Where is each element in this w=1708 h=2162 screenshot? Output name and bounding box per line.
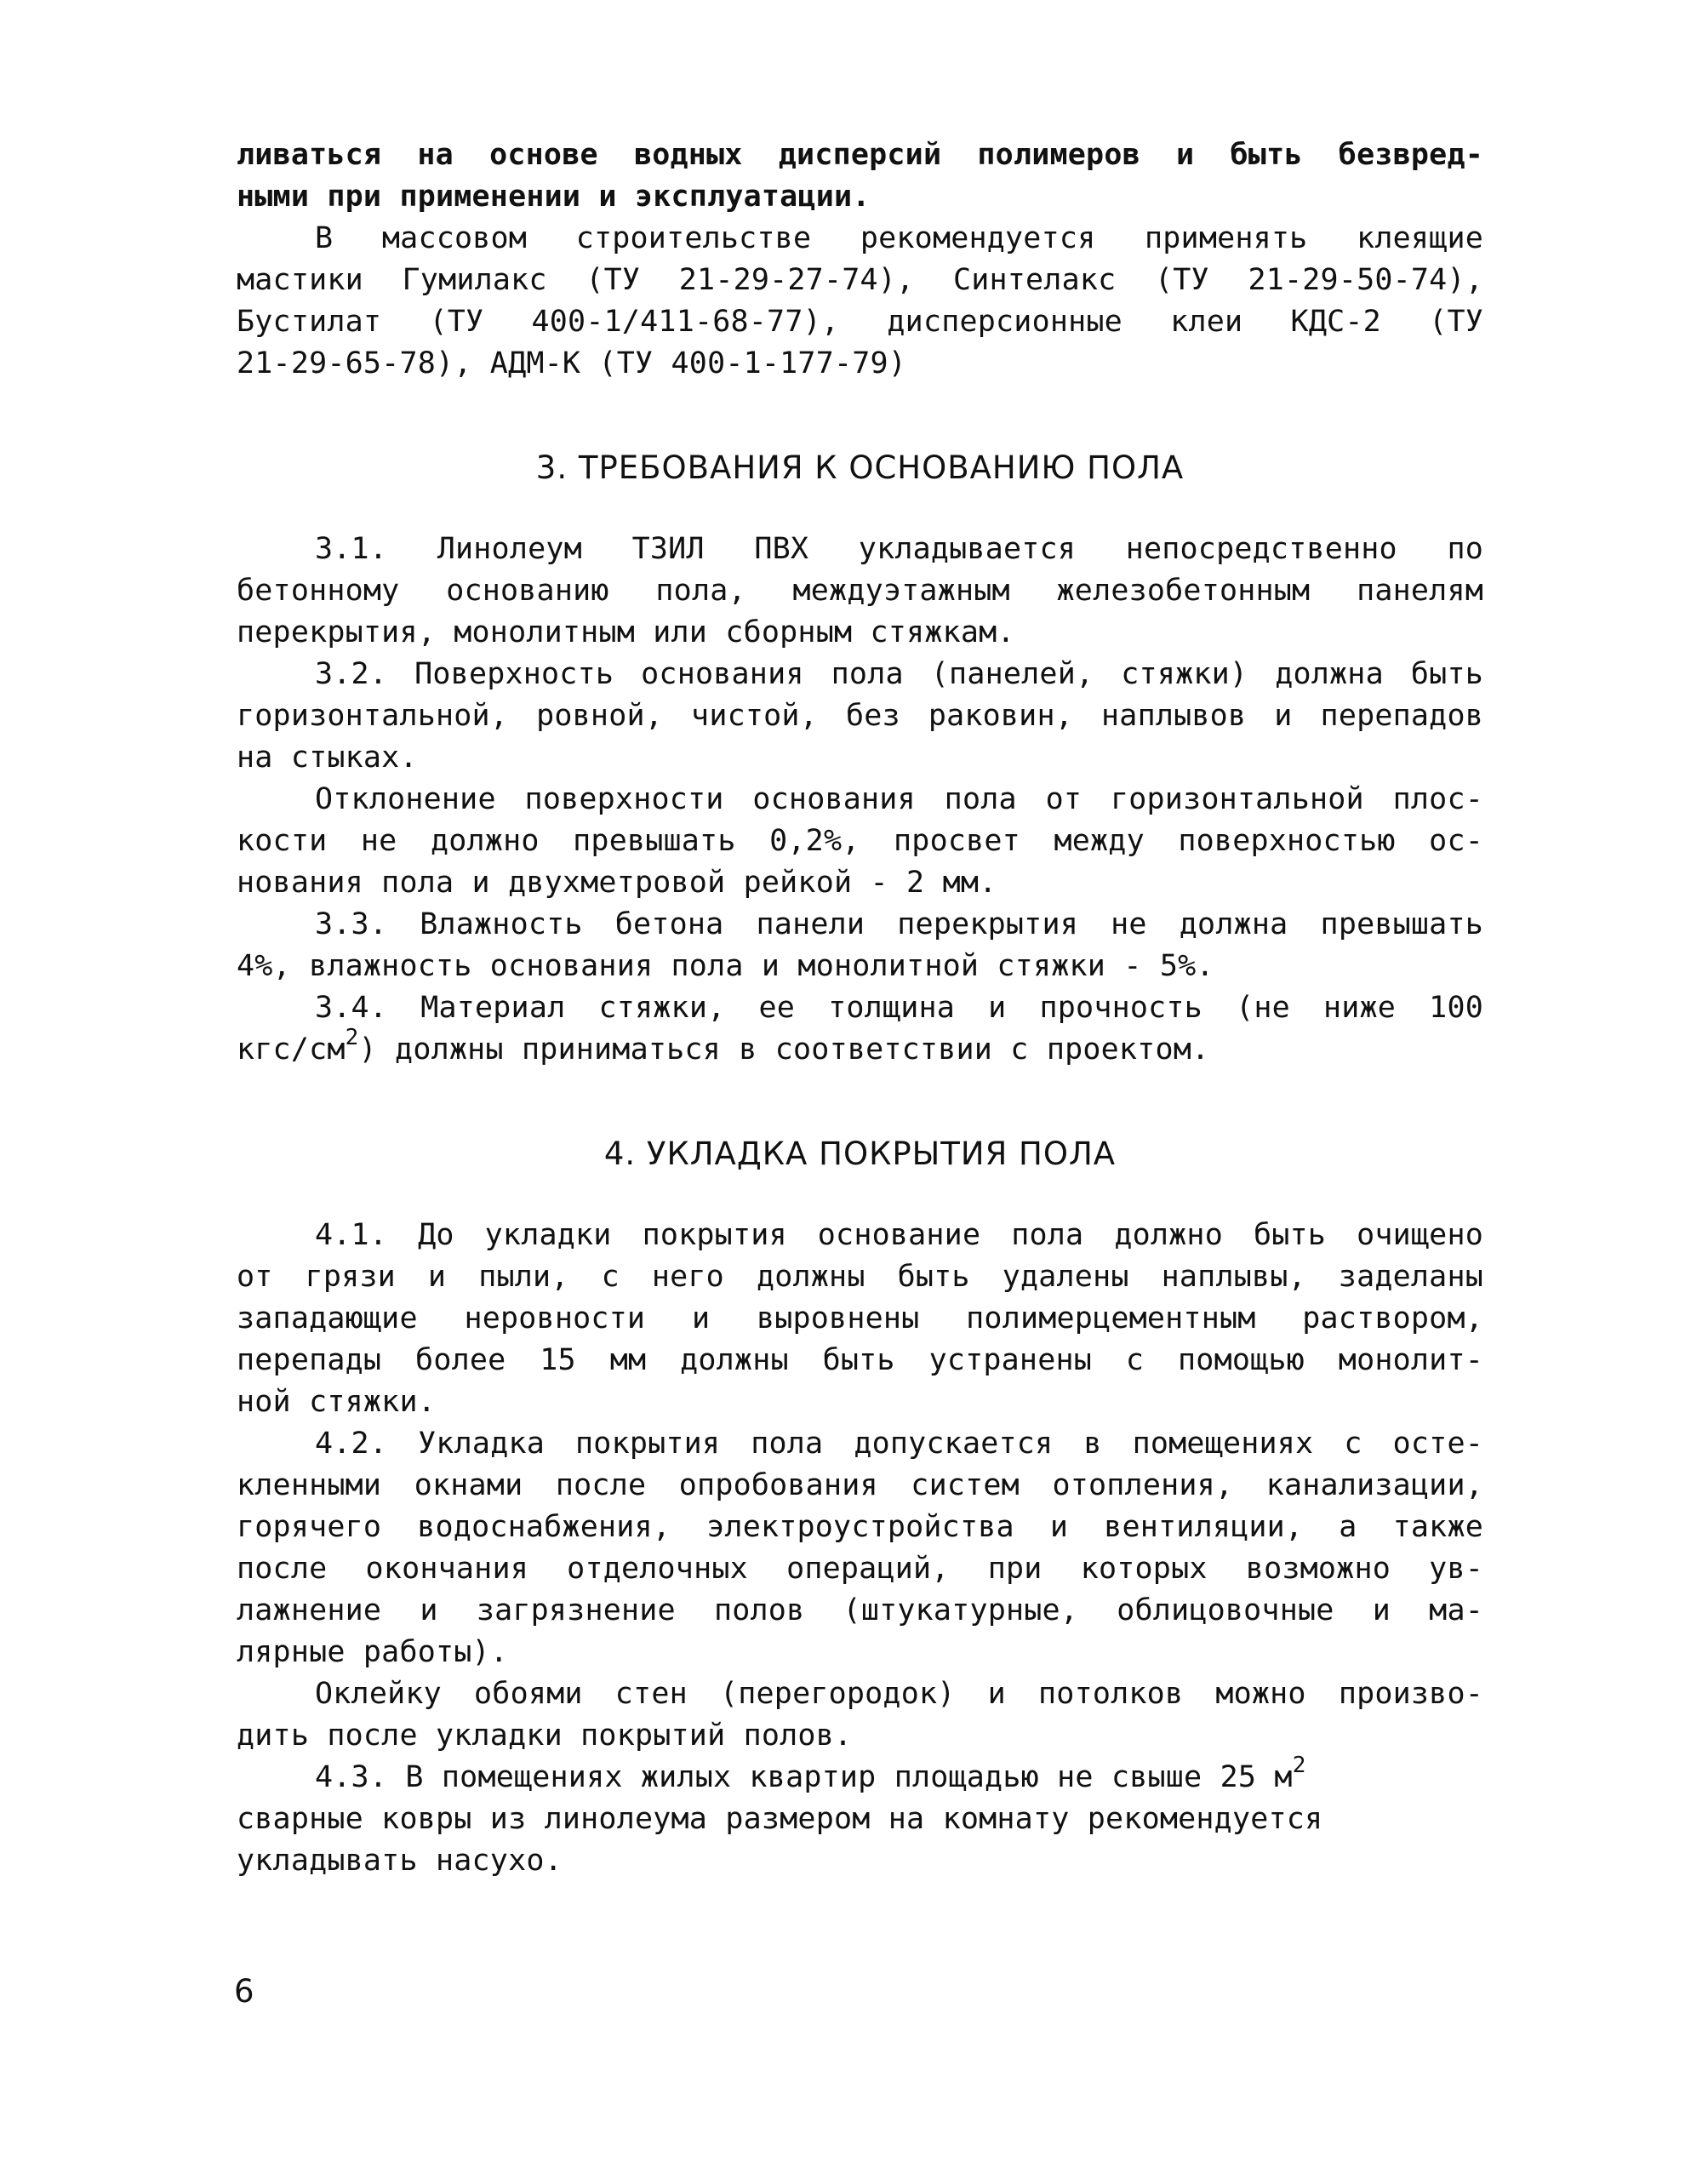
text-line: мастики Гумилакс (ТУ 21-29-27-74), Синтелакс (ТУ 21-29-50-74), <box>237 263 1483 297</box>
text-line: лажнение и загрязнение полов (штукатурные, облицовочные и ма- <box>237 1593 1483 1627</box>
text-line: перепады более 15 мм должны быть устранены с помощью монолит- <box>237 1343 1483 1377</box>
text-line: перекрытия, монолитным или сборным стяжкам. <box>237 615 1015 649</box>
text-line: кости не должно превышать 0,2%, просвет между поверхностью ос- <box>237 824 1483 858</box>
text-line: В массовом строительстве рекомендуется применять клеящие <box>315 221 1483 255</box>
text-line: укладывать насухо. <box>237 1844 563 1878</box>
text-line: 4.2. Укладка покрытия пола допускается в помещениях с осте- <box>315 1427 1483 1461</box>
paragraph-3-1 <box>237 529 1483 654</box>
text-line: лярные работы). <box>237 1635 509 1669</box>
intro-paragraph <box>237 134 1483 218</box>
text-line: горячего водоснабжения, электроустройства и вентиляции, а также <box>237 1510 1483 1544</box>
page-number: 6 <box>234 1973 254 2010</box>
paragraph-3-2 <box>237 654 1483 779</box>
paragraph-4-2-wallpaper <box>237 1673 1483 1757</box>
text-line: 4%, влажность основания пола и монолитной стяжки - 5%. <box>237 949 1214 983</box>
text-line: после окончания отделочных операций, при которых возможно ув- <box>237 1552 1483 1586</box>
text-line: сварные ковры из линолеума размером на комнату рекомендуется <box>237 1802 1323 1836</box>
text-line: горизонтальной, ровной, чистой, без раковин, наплывов и перепадов <box>237 699 1483 733</box>
text-fragment: 4.3. В помещениях жилых квартир площадью не свыше 25 м <box>315 1760 1293 1794</box>
text-line: Отклонение поверхности основания пола от горизонтальной плос- <box>315 782 1483 816</box>
text-line: 3.4. Материал стяжки, ее толщина и прочность (не ниже 100 <box>315 991 1483 1025</box>
text-line: 4.1. До укладки покрытия основание пола должно быть очищено <box>315 1218 1483 1252</box>
text-line: 3.2. Поверхность основания пола (панелей, стяжки) должна быть <box>315 657 1483 691</box>
text-line: бетонному основанию пола, междуэтажным железобетонным панелям <box>237 574 1483 608</box>
superscript: 2 <box>1292 1753 1306 1779</box>
text-line: 3.1. Линолеум ТЗИЛ ПВХ укладывается непосредственно по <box>315 532 1483 566</box>
text-line: Оклейку обоями стен (перегородок) и потолков можно произво- <box>315 1677 1483 1711</box>
text-line: западающие неровности и выровнены полимерцементным раствором, <box>237 1301 1483 1336</box>
text-line: 21-29-65-78), АДМ-К (ТУ 400-1-177-79) <box>237 346 907 380</box>
adhesives-paragraph <box>237 218 1483 385</box>
paragraph-3-2-deviation <box>237 779 1483 904</box>
text-line: дить после укладки покрытий полов. <box>237 1719 853 1753</box>
text-line: кленными окнами после опробования систем отопления, канализации, <box>237 1468 1483 1502</box>
paragraph-3-3 <box>237 904 1483 987</box>
section-4-heading: 4. УКЛАДКА ПОКРЫТИЯ ПОЛА <box>603 1135 1117 1172</box>
document-page <box>237 134 1483 1882</box>
text-line: нования пола и двухметровой рейкой - 2 мм. <box>237 866 997 900</box>
text-line: ными при применении и эксплуатации. <box>237 180 871 214</box>
text-line: от грязи и пыли, с него должны быть удалены наплывы, заделаны <box>237 1260 1483 1294</box>
text-fragment: ) должны приниматься в соответствии с проектом. <box>358 1032 1210 1067</box>
paragraph-4-3 <box>237 1753 1483 1882</box>
text-fragment: кгс/см <box>237 1032 346 1067</box>
paragraph-3-4 <box>237 987 1483 1071</box>
paragraph-4-2 <box>237 1423 1483 1673</box>
paragraph-4-1 <box>237 1215 1483 1423</box>
text-line: на стыках. <box>237 741 418 775</box>
text-line: Бустилат (ТУ 400-1/411-68-77), дисперсионные клеи КДС-2 (ТУ <box>237 305 1483 339</box>
section-3-heading: 3. ТРЕБОВАНИЯ К ОСНОВАНИЮ ПОЛА <box>535 449 1185 486</box>
text-line <box>237 1753 1483 1799</box>
text-line <box>237 1025 1483 1071</box>
text-line: ливаться на основе водных дисперсий полимеров и быть безвред- <box>237 138 1483 172</box>
text-line: 3.3. Влажность бетона панели перекрытия не должна превышать <box>315 907 1483 941</box>
superscript: 2 <box>345 1025 359 1051</box>
text-line: ной стяжки. <box>237 1385 436 1419</box>
